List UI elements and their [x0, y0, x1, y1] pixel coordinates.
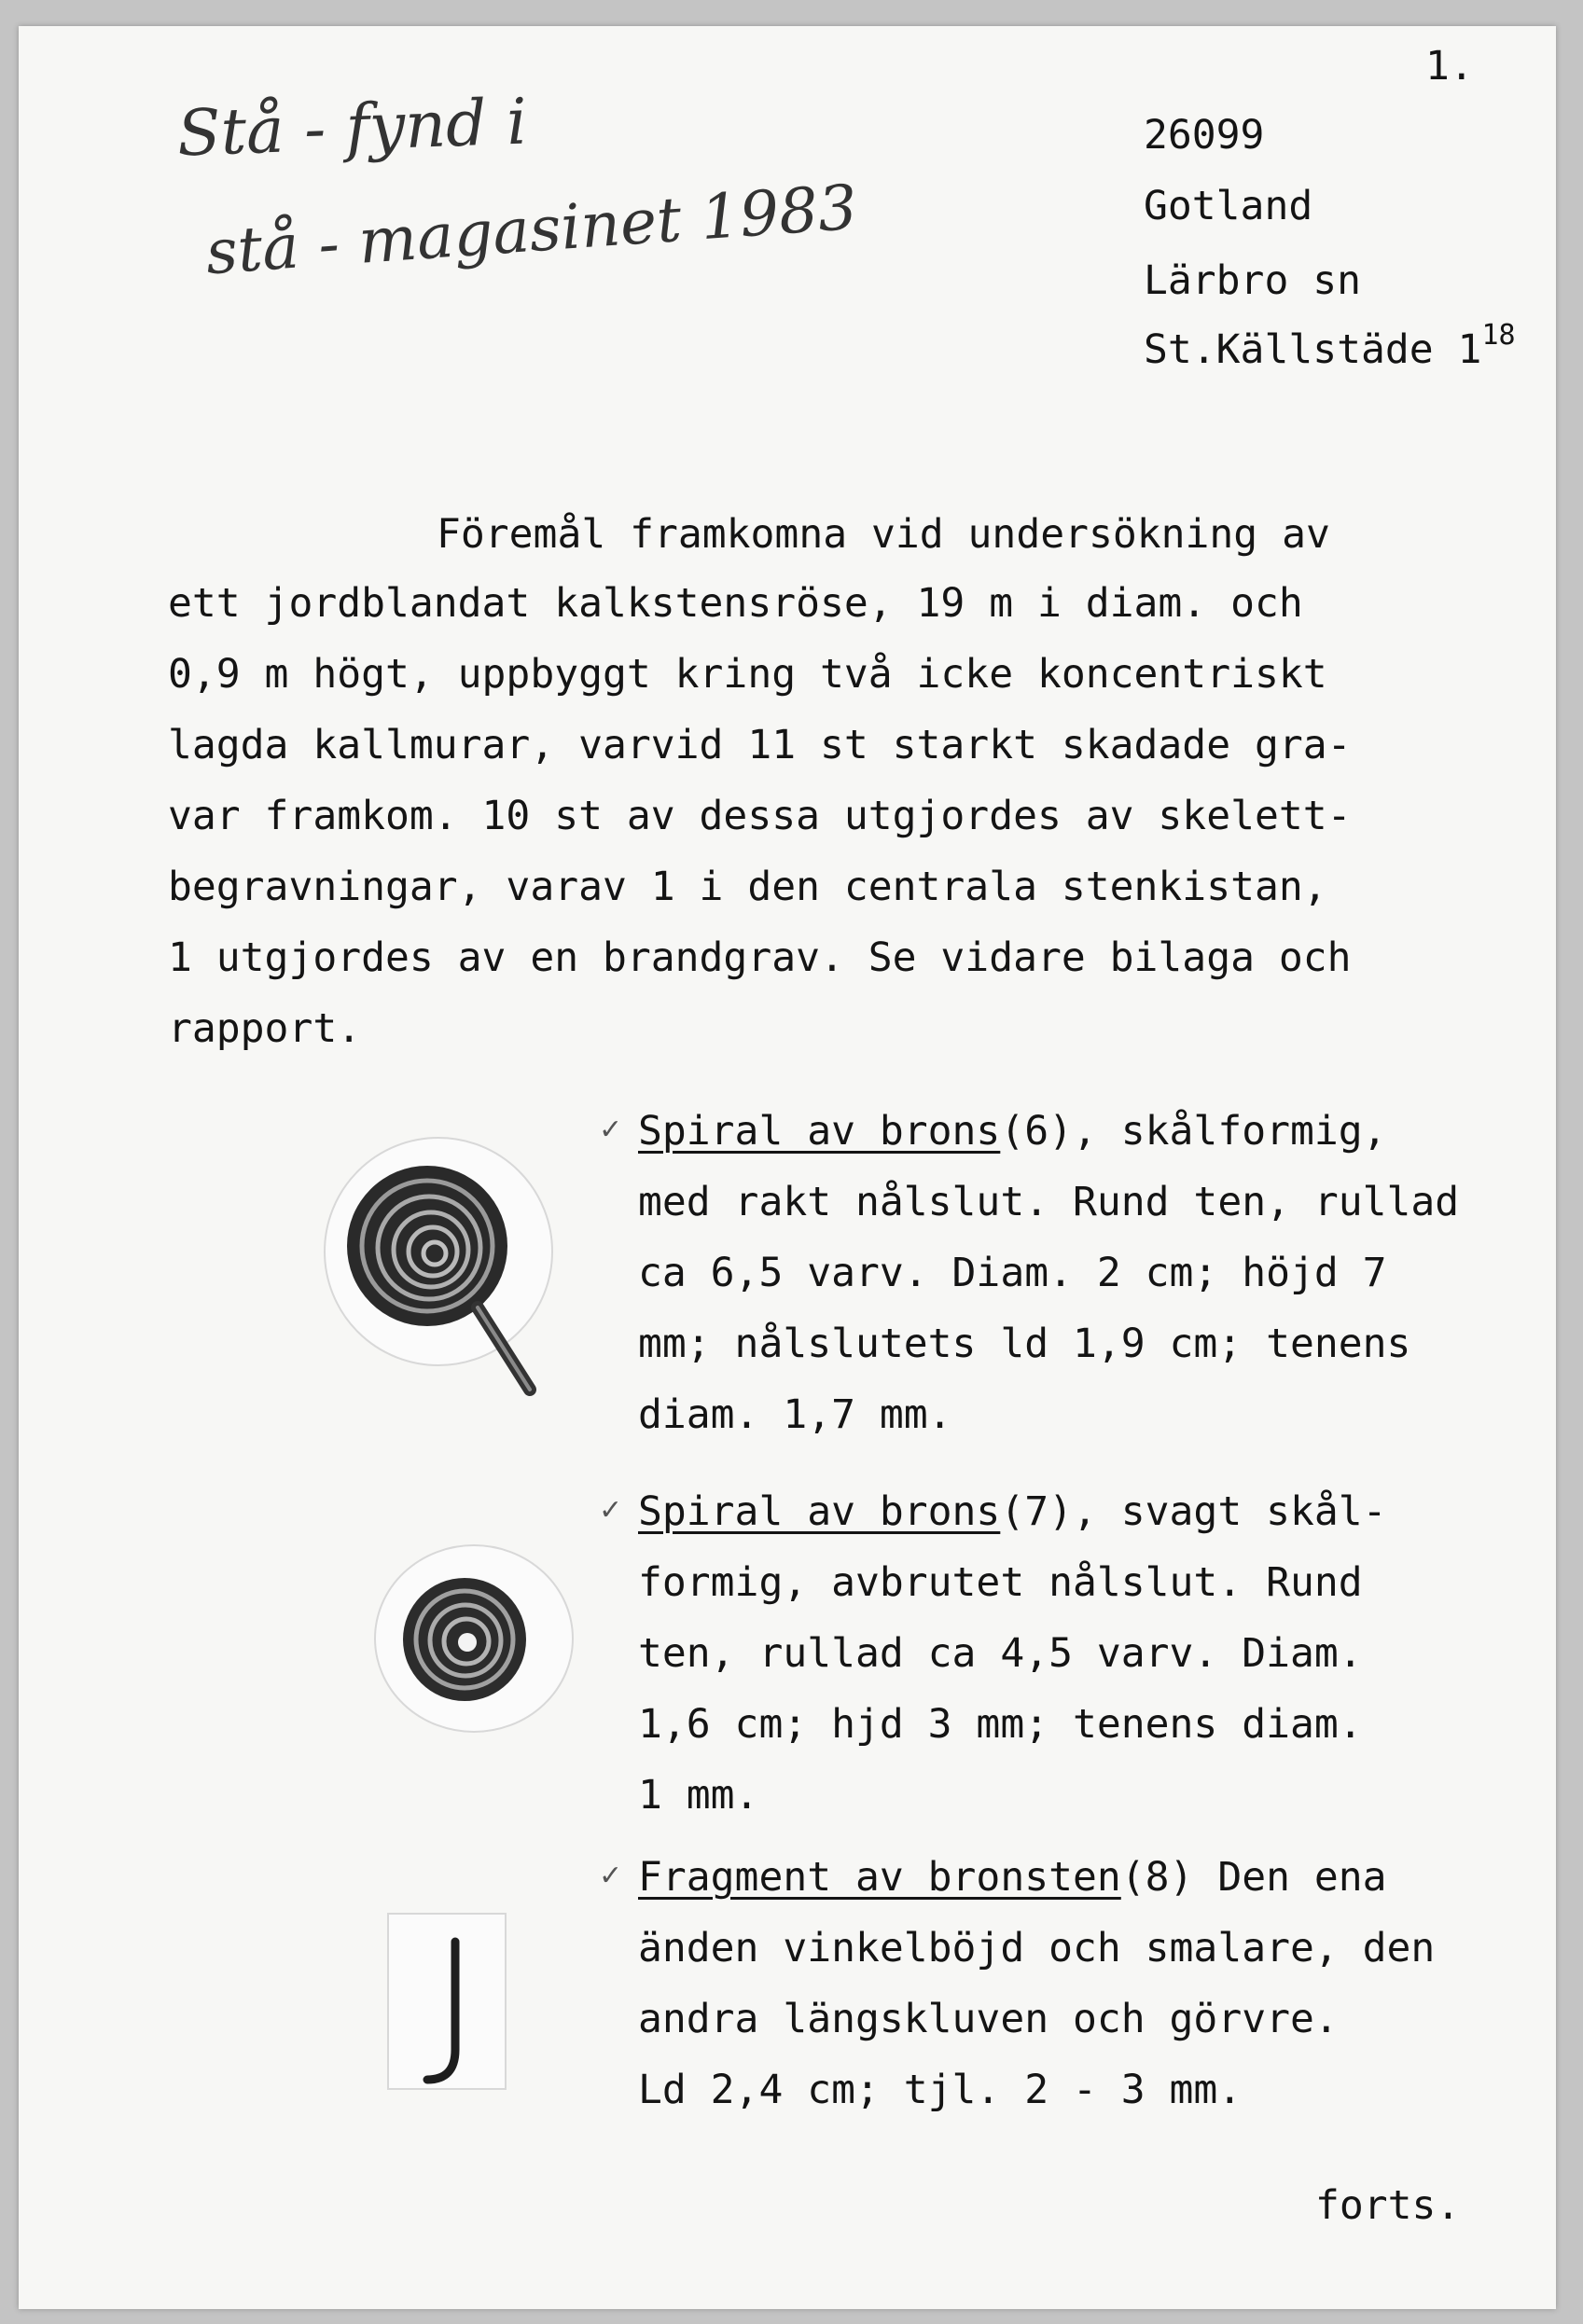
province: Gotland: [1144, 183, 1313, 229]
intro-line: ett jordblandat kalkstensröse, 19 m i diam. och: [168, 580, 1303, 627]
continued-label: forts.: [1315, 2182, 1461, 2229]
item-title: Spiral av brons: [638, 1108, 1001, 1155]
item-title: Spiral av brons: [638, 1488, 1001, 1535]
item-line: formig, avbrutet nålslut. Rund: [638, 1559, 1363, 1606]
handwritten-note-line-2: stå - magasinet 1983: [203, 171, 860, 289]
item-number: (6), skålformig,: [1000, 1108, 1387, 1155]
page-number: 1.: [1425, 43, 1474, 90]
spiral-brooch-6-image: [317, 1132, 597, 1431]
item-line: ten, rullad ca 4,5 varv. Diam.: [638, 1630, 1363, 1677]
intro-line: var framkom. 10 st av dessa utgjordes av skelett-: [168, 793, 1352, 839]
item-heading: [638, 1108, 1387, 1155]
intro-line: begravningar, varav 1 i den centrala stenkistan,: [168, 864, 1327, 910]
item-line: andra längskluven och görvre.: [638, 1996, 1339, 2042]
parish: Lärbro sn: [1144, 257, 1361, 304]
catalog-number: 26099: [1144, 112, 1265, 159]
site-superscript: 18: [1481, 319, 1516, 352]
check-mark: ✓: [599, 1114, 623, 1146]
item-line: 1 mm.: [638, 1772, 759, 1819]
item-title: Fragment av bronsten: [638, 1854, 1121, 1901]
spiral-brooch-7-image: [371, 1542, 576, 1738]
check-mark: ✓: [599, 1494, 623, 1527]
item-line: med rakt nålslut. Rund ten, rullad: [638, 1179, 1460, 1225]
check-mark: ✓: [599, 1860, 623, 1892]
item-line: diam. 1,7 mm.: [638, 1391, 952, 1438]
intro-line: 1 utgjordes av en brandgrav. Se vidare bilaga och: [168, 934, 1352, 981]
site-name: [1144, 319, 1516, 373]
bronze-fragment-8-image: [384, 1910, 515, 2096]
catalog-card: [19, 26, 1556, 2309]
item-line: ca 6,5 varv. Diam. 2 cm; höjd 7: [638, 1250, 1387, 1296]
intro-line: 0,9 m högt, uppbyggt kring två icke koncentriskt: [168, 651, 1327, 698]
intro-line: Föremål framkomna vid undersökning av: [437, 511, 1330, 558]
intro-line: lagda kallmurar, varvid 11 st starkt skadade gra-: [168, 722, 1352, 768]
item-line: mm; nålslutets ld 1,9 cm; tenens: [638, 1321, 1411, 1367]
item-line: änden vinkelböjd och smalare, den: [638, 1925, 1436, 1971]
intro-line: rapport.: [168, 1005, 362, 1052]
item-line: 1,6 cm; hjd 3 mm; tenens diam.: [638, 1701, 1363, 1748]
site-label: St.Källstäde 1: [1144, 326, 1482, 373]
item-number: (8) Den ena: [1120, 1854, 1387, 1901]
handwritten-note-line-1: Stå - fynd i: [175, 85, 529, 172]
item-heading: [638, 1854, 1387, 1901]
item-heading: [638, 1488, 1387, 1535]
item-line: Ld 2,4 cm; tjl. 2 - 3 mm.: [638, 2067, 1243, 2113]
item-number: (7), svagt skål-: [1000, 1488, 1387, 1535]
